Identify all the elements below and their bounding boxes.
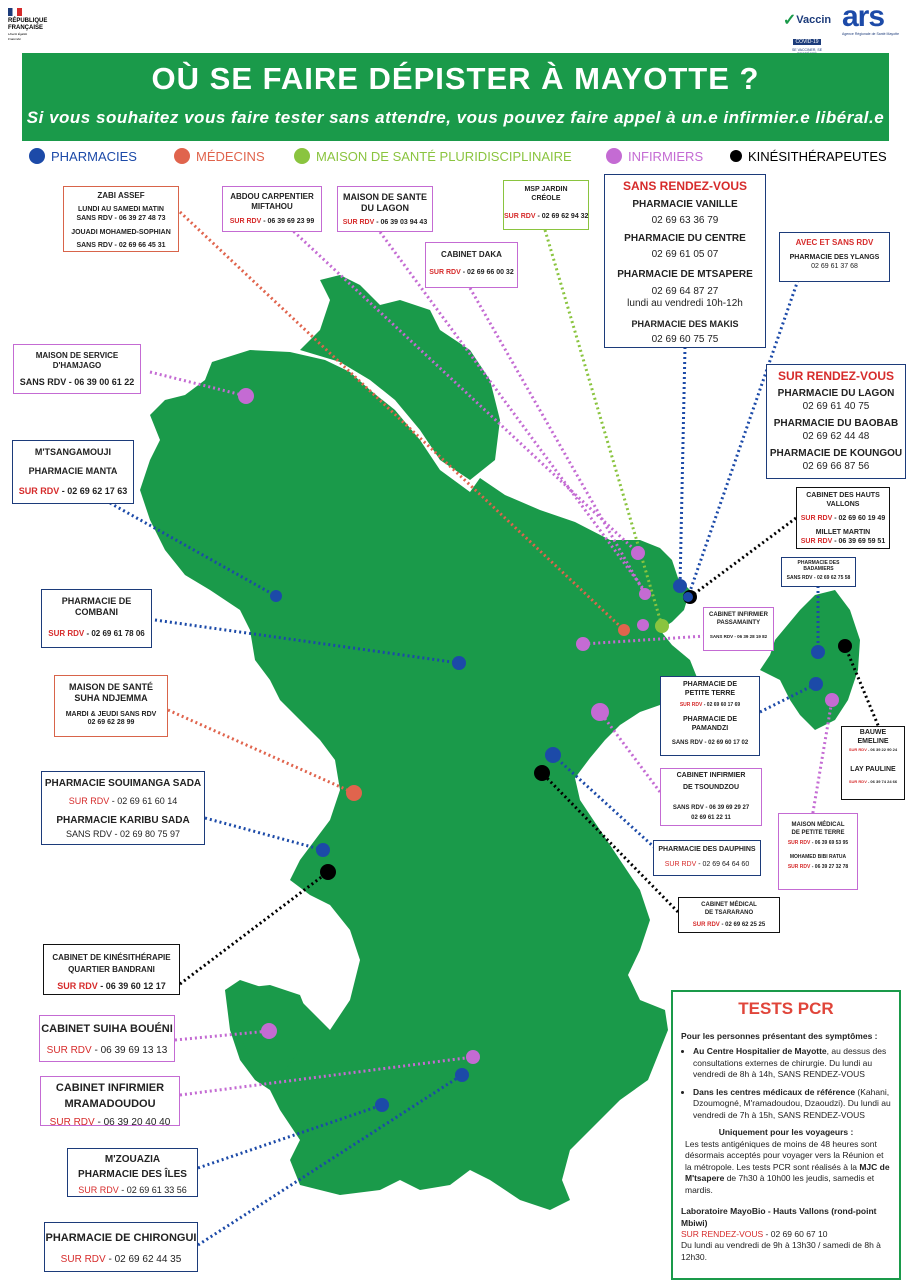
box-line: CABINET DES HAUTS bbox=[806, 492, 880, 499]
box-tsoundzou bbox=[660, 768, 762, 826]
box-line: SANS RDV - 06 39 27 48 73 bbox=[76, 214, 166, 222]
box-line: M'TSANGAMOUJI bbox=[34, 447, 112, 457]
nurse-dot-icon bbox=[606, 148, 622, 164]
box-line: BADAMIERS bbox=[803, 566, 834, 573]
box-maison-petite-terre bbox=[778, 813, 858, 890]
pharmacy-name: PHARMACIE DE KOUNGOU bbox=[769, 448, 903, 459]
pcr-lab-title: Laboratoire MayoBio - Hauts Vallons (rond-point Mbiwi) bbox=[681, 1206, 877, 1228]
marker-souimanga bbox=[316, 843, 330, 857]
rdv-label: SUR RDV bbox=[848, 746, 867, 752]
box-line: DE TSARARANO bbox=[704, 909, 754, 916]
rdv-label: SUR RDV bbox=[60, 1253, 106, 1265]
petite-terre-island bbox=[760, 590, 860, 730]
rdv-label: SUR RENDEZ-VOUS bbox=[681, 1228, 764, 1239]
phone: 02 69 61 05 07 bbox=[651, 248, 719, 260]
rdv-label: SUR RDV bbox=[68, 795, 110, 806]
phone: - 02 69 66 00 32 bbox=[460, 269, 514, 276]
phone: - 02 69 60 67 10 bbox=[763, 1228, 828, 1239]
box-suha bbox=[54, 675, 168, 737]
box-line: MIFTAHOU bbox=[251, 202, 293, 211]
box-line: DE TSOUNDZOU bbox=[683, 783, 739, 791]
phone: - 02 69 62 25 25 bbox=[719, 922, 766, 928]
ars-logo bbox=[842, 2, 904, 36]
box-line: PAMANDZI bbox=[691, 724, 729, 732]
page-title: OÙ SE FAIRE DÉPISTER À MAYOTTE ? bbox=[151, 61, 760, 96]
pcr-item-chm bbox=[693, 1046, 891, 1080]
box-line: SUHA NDJEMMA bbox=[74, 693, 148, 704]
box-boueni bbox=[39, 1015, 175, 1062]
box-chirongui bbox=[44, 1222, 198, 1272]
box-line: ZABI ASSEF bbox=[97, 191, 145, 200]
phone: - 02 69 60 17 69 bbox=[702, 701, 741, 708]
box-line: PHARMACIE KARIBU SADA bbox=[56, 814, 190, 826]
title-banner bbox=[22, 53, 889, 141]
vaccin-sub: COVID-19 bbox=[795, 39, 819, 45]
hours: lundi au vendredi 10h-12h bbox=[627, 298, 743, 309]
marker-maison-pt bbox=[825, 693, 839, 707]
rdv-label: SUR RDV bbox=[342, 218, 375, 226]
box-line: MAISON DE SERVICE bbox=[35, 351, 119, 360]
phone: - 02 69 61 33 56 bbox=[118, 1185, 187, 1195]
box-line: SANS RDV - 02 69 60 17 02 bbox=[671, 740, 749, 747]
box-line: SANS RDV - 02 69 62 75 58 bbox=[786, 574, 851, 581]
phone: 02 69 62 44 48 bbox=[802, 430, 870, 442]
msp-dot-icon bbox=[294, 148, 310, 164]
rdv-label: SUR RDV bbox=[800, 538, 833, 545]
box-line: PASSAMAINTY bbox=[716, 619, 761, 626]
box-line: CABINET DE KINÉSITHÉRAPIE bbox=[52, 953, 171, 962]
box-sans-rendez-vous bbox=[604, 174, 766, 348]
pharmacy-name: PHARMACIE DES MAKIS bbox=[631, 318, 739, 329]
ars-text: ars bbox=[842, 0, 885, 33]
vaccin-text: Vaccin bbox=[796, 14, 832, 26]
box-line: CABINET INFIRMIER bbox=[676, 772, 746, 779]
box-title: SANS RENDEZ-VOUS bbox=[622, 179, 747, 193]
box-line: EMELINE bbox=[857, 737, 889, 745]
phone: 02 69 61 40 75 bbox=[802, 400, 870, 412]
box-passamainty bbox=[703, 607, 774, 651]
phone: - 02 69 61 60 14 bbox=[109, 795, 178, 806]
box-line: PHARMACIE SOUIMANGA SADA bbox=[44, 778, 202, 789]
rdv-label: SUR RDV bbox=[800, 514, 833, 522]
phone: - 02 69 61 78 06 bbox=[84, 628, 145, 638]
pharmacy-name: PHARMACIE DU BAOBAB bbox=[773, 418, 899, 429]
pcr-item-title: Dans les centres médicaux de référence bbox=[693, 1086, 856, 1097]
box-manta bbox=[12, 440, 134, 504]
box-line: MSP JARDIN bbox=[524, 186, 568, 193]
marker-boueni bbox=[261, 1023, 277, 1039]
phone: 02 69 60 75 75 bbox=[651, 333, 719, 345]
box-tsararano bbox=[678, 897, 780, 933]
marker-chirongui bbox=[455, 1068, 469, 1082]
rdv-label: SUR RDV bbox=[57, 981, 98, 991]
marker-pharmacy-mamoudzou bbox=[673, 579, 687, 593]
box-bauwe bbox=[841, 726, 905, 800]
phone: - 02 69 62 44 35 bbox=[105, 1253, 182, 1265]
marker-bandrani bbox=[320, 864, 336, 880]
box-line: COMBANI bbox=[75, 607, 118, 618]
phone: 02 69 64 87 27 bbox=[651, 285, 719, 297]
phone: - 06 39 60 12 17 bbox=[97, 981, 166, 991]
box-daka bbox=[425, 242, 518, 288]
pcr-travel-text: de 7h30 à 10h00 les jeudis, samedis et mardis. bbox=[685, 1173, 875, 1195]
box-line: M'ZOUAZIA bbox=[104, 1154, 161, 1165]
phone: - 02 69 64 64 60 bbox=[696, 860, 750, 868]
phone: 02 69 61 37 68 bbox=[811, 262, 858, 270]
box-line: JOUADI MOHAMED-SOPHIAN bbox=[71, 228, 171, 236]
box-line: SANS RDV - 02 69 80 75 97 bbox=[65, 829, 181, 840]
box-line: CABINET DAKA bbox=[441, 250, 502, 259]
phone: - 02 69 62 94 32 bbox=[535, 212, 589, 220]
box-line: PETITE TERRE bbox=[684, 689, 736, 697]
pcr-lab-hours: Du lundi au vendredi de 9h à 13h30 / samedi de 8h à 12h30. bbox=[681, 1240, 881, 1262]
pcr-travel-text: Les tests antigéniques de moins de 48 heures sont désormais acceptés pour voyager vers la Réunion et la métropole. Les tests PCR sont réalisés à la bbox=[685, 1138, 884, 1172]
marker-combani bbox=[452, 656, 466, 670]
marker-passamainty bbox=[576, 637, 590, 651]
box-line: PHARMACIE DES DAUPHINS bbox=[658, 846, 756, 853]
box-abdou bbox=[222, 186, 322, 232]
box-title: AVEC ET SANS RDV bbox=[795, 238, 874, 247]
vaccin-tag: SE VACCINER, SE bbox=[791, 48, 823, 52]
legend-label: KINÉSITHÉRAPEUTES bbox=[748, 148, 887, 164]
pharmacy-name: PHARMACIE VANILLE bbox=[632, 199, 738, 210]
phone: - 06 39 22 90 24 bbox=[866, 746, 898, 752]
box-hamjago bbox=[13, 344, 141, 394]
box-line: 02 69 61 22 11 bbox=[691, 815, 731, 821]
box-line: 02 69 62 28 99 bbox=[87, 719, 135, 727]
box-sur-rendez-vous bbox=[766, 364, 906, 479]
rdv-label: SUR RDV bbox=[18, 485, 60, 496]
rdv-label: SUR RDV bbox=[48, 628, 85, 638]
box-line: LAY PAULINE bbox=[850, 765, 896, 773]
phone: - 02 69 60 19 49 bbox=[832, 514, 886, 522]
legend-medecins bbox=[174, 146, 265, 166]
pcr-item-text: , au dessus des consultations externes de chirurgie. Du lundi au vendredi de 8h à 14h, SANS RENDEZ-VOUS bbox=[693, 1046, 887, 1080]
phone: - 06 39 74 24 66 bbox=[866, 779, 898, 785]
box-zabi bbox=[63, 186, 179, 252]
legend-infirmiers bbox=[606, 146, 703, 166]
box-hauts-vallons bbox=[796, 487, 890, 549]
box-line: LUNDI AU SAMEDI MATIN bbox=[78, 206, 164, 213]
legend-label: PHARMACIES bbox=[51, 148, 137, 164]
box-line: MAISON MÉDICAL bbox=[791, 822, 845, 828]
pcr-intro: Pour les personnes présentant des symptômes : bbox=[681, 1030, 878, 1041]
marianne-flag-icon bbox=[8, 8, 22, 16]
box-line: SANS RDV - 06 39 69 29 27 bbox=[672, 804, 750, 811]
box-dauphins bbox=[653, 840, 761, 876]
rdv-label: SUR RDV bbox=[787, 863, 811, 870]
rdv-label: SUR RDV bbox=[692, 922, 720, 928]
marker-badamiers bbox=[811, 645, 825, 659]
rdv-label: SUR RDV bbox=[679, 701, 703, 708]
marker-mramadoudou bbox=[466, 1050, 480, 1064]
phone: - 06 39 27 32 78 bbox=[810, 863, 849, 870]
legend-label: MAISON DE SANTÉ PLURIDISCIPLINAIRE bbox=[316, 148, 572, 164]
box-mramadoudou bbox=[40, 1076, 180, 1126]
grande-terre-island bbox=[140, 350, 698, 1210]
box-line: PHARMACIE DE CHIRONGUI bbox=[45, 1232, 197, 1244]
box-line: D'HAMJAGO bbox=[52, 361, 102, 370]
box-line: BAUWE bbox=[859, 729, 887, 736]
phone: - 06 39 69 23 99 bbox=[261, 218, 315, 225]
box-line: MOHAMED BIBI RATUA bbox=[789, 854, 847, 861]
marker-bauwe bbox=[838, 639, 852, 653]
phone: 02 69 63 36 79 bbox=[651, 214, 719, 226]
box-line: CRÉOLE bbox=[531, 194, 561, 202]
phone: - 06 39 20 40 40 bbox=[94, 1116, 171, 1128]
pcr-list bbox=[681, 1046, 891, 1121]
box-avec-sans-rdv bbox=[779, 232, 890, 282]
marker-dauphins bbox=[545, 747, 561, 763]
republique-francaise-logo bbox=[8, 8, 58, 42]
legend-kine bbox=[730, 146, 887, 166]
box-line: ABDOU CARPENTIER bbox=[230, 192, 314, 201]
box-badamiers bbox=[781, 557, 856, 587]
box-combani bbox=[41, 589, 152, 648]
physio-dot-icon bbox=[730, 150, 742, 162]
rf-line2: FRANÇAISE bbox=[8, 25, 44, 31]
box-bandrani bbox=[43, 944, 180, 995]
box-line: PHARMACIE MANTA bbox=[28, 466, 118, 477]
pcr-item-title: Au Centre Hospitalier de Mayotte bbox=[693, 1046, 827, 1057]
box-line: QUARTIER BANDRANI bbox=[68, 965, 155, 974]
box-line: MILLET MARTIN bbox=[815, 529, 871, 537]
rf-motto: Liberté Égalité Fraternité bbox=[8, 32, 28, 41]
ars-sub: Agence Régionale de Santé Mayotte bbox=[842, 32, 900, 36]
rf-line1: RÉPUBLIQUE bbox=[8, 18, 48, 24]
box-line: MRAMADOUDOU bbox=[64, 1097, 156, 1110]
rdv-label: SUR RDV bbox=[787, 840, 811, 846]
box-line: PHARMACIE DES ÎLES bbox=[78, 1168, 187, 1180]
rdv-label: SUR RDV bbox=[429, 269, 461, 276]
pcr-item-text: (Kahani, Dzoumogné, M'ramadoudou, Dzaoudzi). Du lundi au vendredi de 7h à 15h, SANS RENDEZ-VOUS bbox=[693, 1086, 891, 1120]
marker-tsararano bbox=[534, 765, 550, 781]
pharmacy-name: PHARMACIE DE MTSAPERE bbox=[617, 269, 753, 280]
marker-iles bbox=[375, 1098, 389, 1112]
legend-pharmacies bbox=[29, 146, 137, 166]
marker-suha bbox=[346, 785, 362, 801]
legend-label: INFIRMIERS bbox=[628, 148, 704, 164]
rdv-label: SUR RDV bbox=[848, 779, 867, 785]
check-icon: ✓ bbox=[782, 12, 797, 29]
pcr-info-box bbox=[671, 990, 901, 1280]
box-line: CABINET SUIHA BOUÉNI bbox=[41, 1023, 173, 1035]
box-line: CABINET INFIRMIER bbox=[55, 1082, 165, 1094]
box-line: MAISON DE SANTÉ bbox=[68, 682, 153, 692]
pcr-item-centres bbox=[693, 1087, 891, 1121]
box-line: PHARMACIE DES bbox=[797, 560, 840, 566]
marker-ylangs bbox=[683, 592, 693, 602]
pcr-mjc: MJC de M'tsapere bbox=[685, 1161, 890, 1184]
box-line: VALLONS bbox=[826, 500, 860, 508]
phone: - 06 39 69 13 13 bbox=[91, 1044, 168, 1056]
rdv-label: SUR RDV bbox=[504, 212, 536, 220]
pharmacy-dot-icon bbox=[29, 148, 45, 164]
phone: - 06 39 69 59 51 bbox=[832, 538, 886, 545]
marker-nurse-north bbox=[631, 546, 645, 560]
pharmacy-name: PHARMACIE DES YLANGS bbox=[789, 254, 880, 261]
box-line: MAISON DE SANTE bbox=[342, 192, 427, 202]
pharmacy-name: PHARMACIE DU CENTRE bbox=[624, 233, 746, 244]
rdv-label: SUR RDV bbox=[78, 1185, 119, 1195]
rdv-label: SUR RDV bbox=[664, 860, 697, 868]
marker-maison-lagon bbox=[637, 619, 649, 631]
phone: - 06 39 69 53 95 bbox=[810, 840, 849, 846]
box-line: PHARMACIE DE bbox=[682, 681, 738, 688]
box-line: CABINET INFIRMIER bbox=[709, 612, 768, 618]
box-line: SANS RDV - 02 69 66 45 31 bbox=[76, 242, 166, 250]
marker-msp bbox=[655, 619, 669, 633]
rdv-label: SUR RDV bbox=[46, 1044, 92, 1056]
box-line: DU LAGON bbox=[361, 203, 409, 214]
box-maison-lagon bbox=[337, 186, 433, 232]
box-petite-terre-pharmacies bbox=[660, 676, 760, 756]
phone: 02 69 66 87 56 bbox=[802, 460, 870, 472]
box-line: DE PETITE TERRE bbox=[791, 829, 845, 836]
vaccin-covid-logo bbox=[782, 10, 832, 56]
rdv-label: SUR RDV bbox=[49, 1116, 95, 1128]
marker-manta bbox=[270, 590, 282, 602]
box-line: SANS RDV - 06 39 00 61 22 bbox=[19, 377, 135, 387]
phone: - 02 69 62 17 63 bbox=[59, 485, 128, 496]
legend-msp bbox=[294, 146, 572, 166]
marker-tsoundzou bbox=[591, 703, 609, 721]
box-title: SUR RENDEZ-VOUS bbox=[777, 369, 894, 383]
rdv-label: SUR RDV bbox=[229, 218, 262, 225]
box-line: CABINET MÉDICAL bbox=[701, 902, 757, 908]
box-souimanga bbox=[41, 771, 205, 845]
marker-hamjago bbox=[238, 388, 254, 404]
pcr-title: TESTS PCR bbox=[738, 999, 834, 1018]
page-subtitle: Si vous souhaitez vous faire tester sans attendre, vous pouvez faire appel à un.e infirmier.e libéral.e bbox=[26, 108, 885, 127]
box-line: PHARMACIE DE bbox=[682, 715, 738, 723]
marker-pamandzi bbox=[809, 677, 823, 691]
box-line: SANS RDV - 06 39 28 19 82 bbox=[709, 634, 768, 639]
doctor-dot-icon bbox=[174, 148, 190, 164]
pcr-travel-title: Uniquement pour les voyageurs : bbox=[718, 1127, 854, 1138]
pharmacy-name: PHARMACIE DU LAGON bbox=[777, 388, 895, 399]
box-iles bbox=[67, 1148, 198, 1197]
legend-label: MÉDECINS bbox=[196, 148, 265, 164]
box-line: MARDI & JEUDI SANS RDV bbox=[65, 710, 157, 718]
phone: - 06 39 03 94 43 bbox=[374, 218, 428, 226]
box-line: PHARMACIE DE bbox=[61, 596, 132, 606]
marker-zabi bbox=[618, 624, 630, 636]
box-msp bbox=[503, 180, 589, 230]
marker-daka bbox=[639, 588, 651, 600]
